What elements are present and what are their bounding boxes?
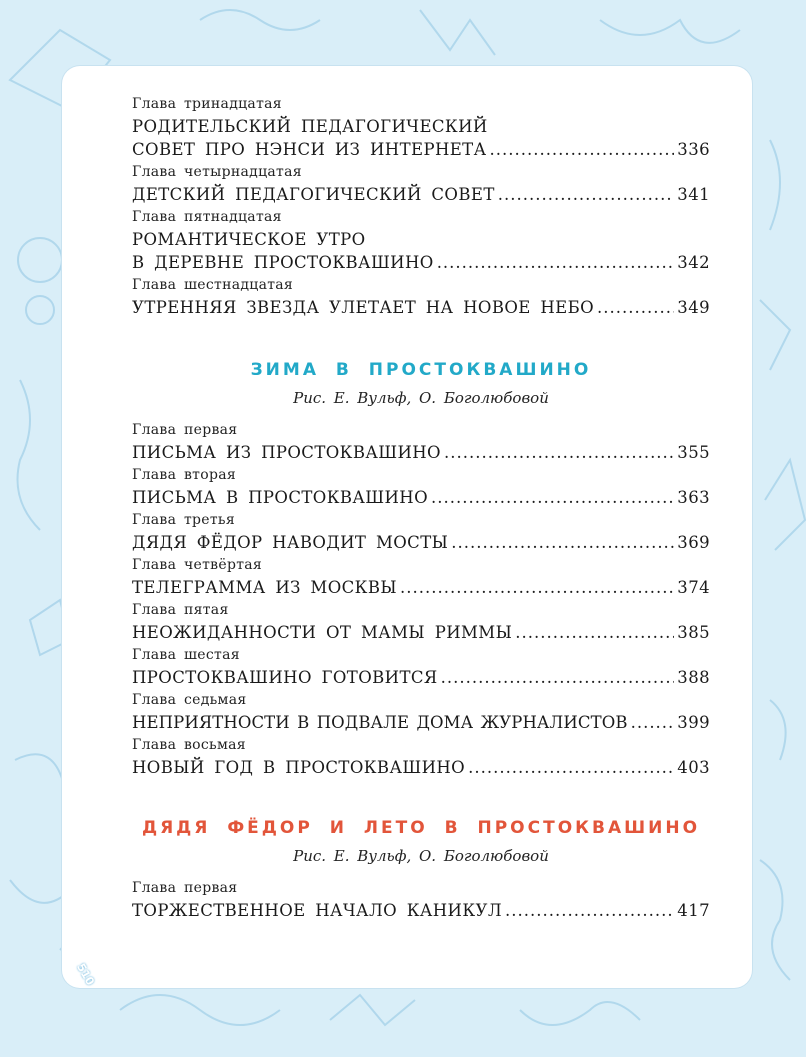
chapter-label: Глава вторая (132, 467, 236, 483)
chapter-title-row (132, 531, 710, 554)
chapter-title-row (132, 899, 710, 922)
table-of-contents (132, 93, 710, 922)
illustrator-credit: Рис. Е. Вульф, О. Боголюбовой (293, 847, 549, 865)
chapter-title: ДЕТСКИЙ ПЕДАГОГИЧЕСКИЙ СОВЕТ (132, 185, 495, 204)
chapter-label: Глава восьмая (132, 737, 246, 753)
chapter-title: НОВЫЙ ГОД В ПРОСТОКВАШИНО (132, 758, 466, 777)
section-title: ДЯДЯ ФЁДОР И ЛЕТО В ПРОСТОКВАШИНО (141, 818, 701, 838)
page-ref: 385 (677, 623, 710, 642)
chapter-label: Глава шестнадцатая (132, 277, 294, 293)
chapter-title: ПИСЬМА В ПРОСТОКВАШИНО (132, 488, 429, 507)
chapter-label: Глава первая (132, 880, 238, 896)
dot-leader (431, 486, 674, 509)
chapter-label: Глава шестая (132, 647, 240, 663)
page-ref: 336 (677, 140, 710, 159)
chapter-title-row (132, 183, 710, 206)
page-ref: 374 (677, 578, 710, 597)
chapter-label: Глава четвёртая (132, 557, 263, 573)
chapter-title-row (132, 756, 710, 779)
dot-leader (441, 666, 675, 689)
chapter-title: ДЯДЯ ФЁДОР НАВОДИТ МОСТЫ (132, 533, 449, 552)
dot-leader (489, 138, 674, 161)
chapter-label: Глава пятая (132, 602, 229, 618)
illustrator-credit: Рис. Е. Вульф, О. Боголюбовой (293, 389, 549, 407)
page-ref: 388 (677, 668, 710, 687)
chapter-title: НЕОЖИДАННОСТИ ОТ МАМЫ РИММЫ (132, 623, 513, 642)
chapter-title: В ДЕРЕВНЕ ПРОСТОКВАШИНО (132, 253, 434, 272)
dot-leader (597, 296, 674, 319)
chapter-title-row (132, 296, 710, 319)
chapter-title-row (132, 711, 710, 734)
dot-leader (498, 183, 675, 206)
chapter-title-row (132, 251, 710, 274)
dot-leader (515, 621, 674, 644)
page-ref: 403 (677, 758, 710, 777)
chapter-title-row (132, 666, 710, 689)
toc-entry[interactable] (132, 877, 710, 922)
dot-leader (505, 899, 674, 922)
toc-entry[interactable] (132, 206, 710, 274)
toc-entry[interactable] (132, 554, 710, 599)
toc-entry[interactable] (132, 161, 710, 206)
page-number: 510 (74, 961, 97, 988)
toc-entry[interactable] (132, 509, 710, 554)
chapter-title: ТЕЛЕГРАММА ИЗ МОСКВЫ (132, 578, 398, 597)
chapter-title-line: РОДИТЕЛЬСКИЙ ПЕДАГОГИЧЕСКИЙ (132, 117, 488, 136)
page-ref: 399 (677, 713, 710, 732)
page-ref: 369 (677, 533, 710, 552)
chapter-title: СОВЕТ ПРО НЭНСИ ИЗ ИНТЕРНЕТА (132, 140, 487, 159)
toc-entry[interactable] (132, 734, 710, 779)
chapter-title: ПИСЬМА ИЗ ПРОСТОКВАШИНО (132, 443, 441, 462)
chapter-label: Глава четырнадцатая (132, 164, 302, 180)
chapter-title: УТРЕННЯЯ ЗВЕЗДА УЛЕТАЕТ НА НОВОЕ НЕБО (132, 298, 595, 317)
chapter-title-row (132, 576, 710, 599)
toc-entry[interactable] (132, 419, 710, 464)
chapter-title: ПРОСТОКВАШИНО ГОТОВИТСЯ (132, 668, 438, 687)
page-ref: 349 (677, 298, 710, 317)
dot-leader (451, 531, 674, 554)
chapter-title-row (132, 441, 710, 464)
chapter-title-row (132, 486, 710, 509)
chapter-title-row (132, 621, 710, 644)
chapter-title: ТОРЖЕСТВЕННОЕ НАЧАЛО КАНИКУЛ (132, 901, 502, 920)
page-ref: 417 (677, 901, 710, 920)
dot-leader (444, 441, 674, 464)
chapter-title-row (132, 138, 710, 161)
toc-entry[interactable] (132, 599, 710, 644)
chapter-title: НЕПРИЯТНОСТИ В ПОДВАЛЕ ДОМА ЖУРНАЛИСТОВ (132, 713, 628, 732)
dot-leader (468, 756, 674, 779)
chapter-label: Глава седьмая (132, 692, 247, 708)
page-ref: 341 (677, 185, 710, 204)
dot-leader (400, 576, 674, 599)
toc-entry[interactable] (132, 464, 710, 509)
chapter-title-line: РОМАНТИЧЕСКОЕ УТРО (132, 230, 366, 249)
toc-entry[interactable] (132, 274, 710, 319)
chapter-label: Глава третья (132, 512, 235, 528)
page-ref: 355 (677, 443, 710, 462)
section-title: ЗИМА В ПРОСТОКВАШИНО (250, 360, 592, 380)
toc-entry[interactable] (132, 689, 710, 734)
toc-entry[interactable] (132, 644, 710, 689)
dot-leader (437, 251, 675, 274)
dot-leader (631, 711, 675, 734)
page-ref: 363 (677, 488, 710, 507)
chapter-label: Глава первая (132, 422, 238, 438)
page-ref: 342 (677, 253, 710, 272)
chapter-label: Глава пятнадцатая (132, 209, 282, 225)
toc-entry[interactable] (132, 93, 710, 161)
chapter-label: Глава тринадцатая (132, 96, 282, 112)
